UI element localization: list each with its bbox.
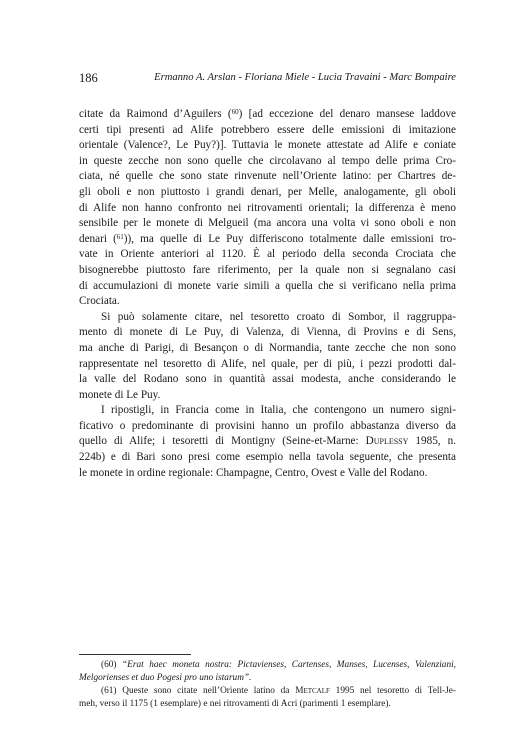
text-line: mento di monete di Le Puy, di Valenza, di Vienna, di Provins e di Sens, [79, 326, 456, 339]
text-line: (61) Queste sono citate nell’Oriente latino da Metcalf 1995 nel tesoretto di Tell-Je- [101, 686, 456, 696]
page-number: 186 [79, 71, 98, 85]
author-citation: Metcalf [295, 686, 330, 696]
paragraph-3 [79, 403, 456, 481]
text-line: Si può solamente citare, nel tesoretto croato di Sombor, il raggruppa- [101, 310, 456, 323]
paragraph-1 [79, 107, 456, 310]
text-line: certi tipi presenti ad Alife potrebbero essere delle emissioni di imitazione [79, 123, 456, 136]
page-header [79, 71, 456, 87]
text-line: monete di Le Puy. [79, 388, 161, 401]
footnotes [79, 659, 456, 711]
text-line: quello di Alife; i tesoretti di Montigny (Seine-et-Marne: Duplessy 1985, n. [79, 435, 456, 448]
footnote-61 [79, 685, 456, 711]
footnote-60 [79, 659, 456, 685]
text-line: gli oboli e non piuttosto i grandi denari, per Melle, analogamente, gli oboli [79, 185, 456, 198]
text-line: 224b) e di Bari sono presi come esempio nella tavola seguente, che presenta [79, 451, 456, 464]
footnote-number: (60) [101, 660, 117, 670]
text-line: denari ($^{61}$)), ma quelle di Le Puy differiscono totalmente dalle emissioni tro- [79, 232, 456, 245]
text-line: (60) “Erat haec moneta nostra: Pictavienses, Cartenses, Manses, Lucenses, Valenziani, [101, 660, 456, 670]
text-line: I ripostigli, in Francia come in Italia, che contengono un numero signi- [101, 404, 456, 417]
text-line: Crociata. [79, 295, 120, 308]
text-line: meh, verso il 1175 (1 esemplare) e nei ritrovamenti di Acri (parimenti 1 esemplare). [79, 699, 391, 709]
footnote-ref-61[interactable]: 61 [116, 232, 124, 241]
text-line: Melgorienses et duo Pogesi pro uno istarum”. [79, 673, 252, 683]
footnote-separator [79, 654, 191, 655]
footnote-ref-60[interactable]: 60 [231, 108, 239, 116]
text-line: la valle del Rodano sono in quantità assai modesta, anche considerando le [79, 373, 456, 386]
text-line: di accumulazioni di monete varie simili a quella che si verificano nella prima [79, 279, 456, 292]
author-citation: Duplessy [365, 435, 409, 448]
text-line: orientale (Valence?, Le Puy?)]. Tuttavia le monete attestate ad Alife e coniate [79, 139, 456, 152]
text-line: vate in Oriente anteriori al 1120. È al periodo della seconda Crociata che [79, 248, 456, 261]
text-line: di Alife non hanno confronto nei ritrovamenti orientali; la differenza è meno [79, 201, 456, 214]
text-line: in queste zecche non sono quelle che circolavano al tempo delle prima Cro- [79, 154, 456, 167]
body-text [79, 107, 456, 481]
text-line: ficativo o predominante di provisini hanno un profilo abbastanza diverso da [79, 419, 456, 432]
text-line: rappresentate nel tesoretto di Alife, nel quale, per di più, i pezzi prodotti dal- [79, 357, 456, 370]
text-line: citate da Raimond d’Aguilers ($^{60}$) [ad eccezione del denaro mansese laddove [79, 108, 457, 120]
paragraph-2 [79, 310, 456, 404]
text-line: ciata, né quelle che sono state rinvenute nell’Oriente latino: per Chartres de- [79, 170, 456, 183]
running-head: Ermanno A. Arslan - Floriana Miele - Lucia Travaini - Marc Bompaire [154, 72, 456, 83]
footnote-number: (61) [101, 686, 117, 696]
text-line: bisognerebbe piuttosto fare riferimento, per la quale non si segnalano casi [79, 263, 456, 276]
text-line: ma anche di Parigi, di Besançon o di Normandia, tante zecche che non sono [79, 341, 456, 354]
text-line: sensibile per le monete di Melgueil (ma ancora una volta vi sono oboli e non [79, 217, 456, 230]
text-line: le monete in ordine regionale: Champagne, Centro, Ovest e Valle del Rodano. [79, 466, 428, 479]
